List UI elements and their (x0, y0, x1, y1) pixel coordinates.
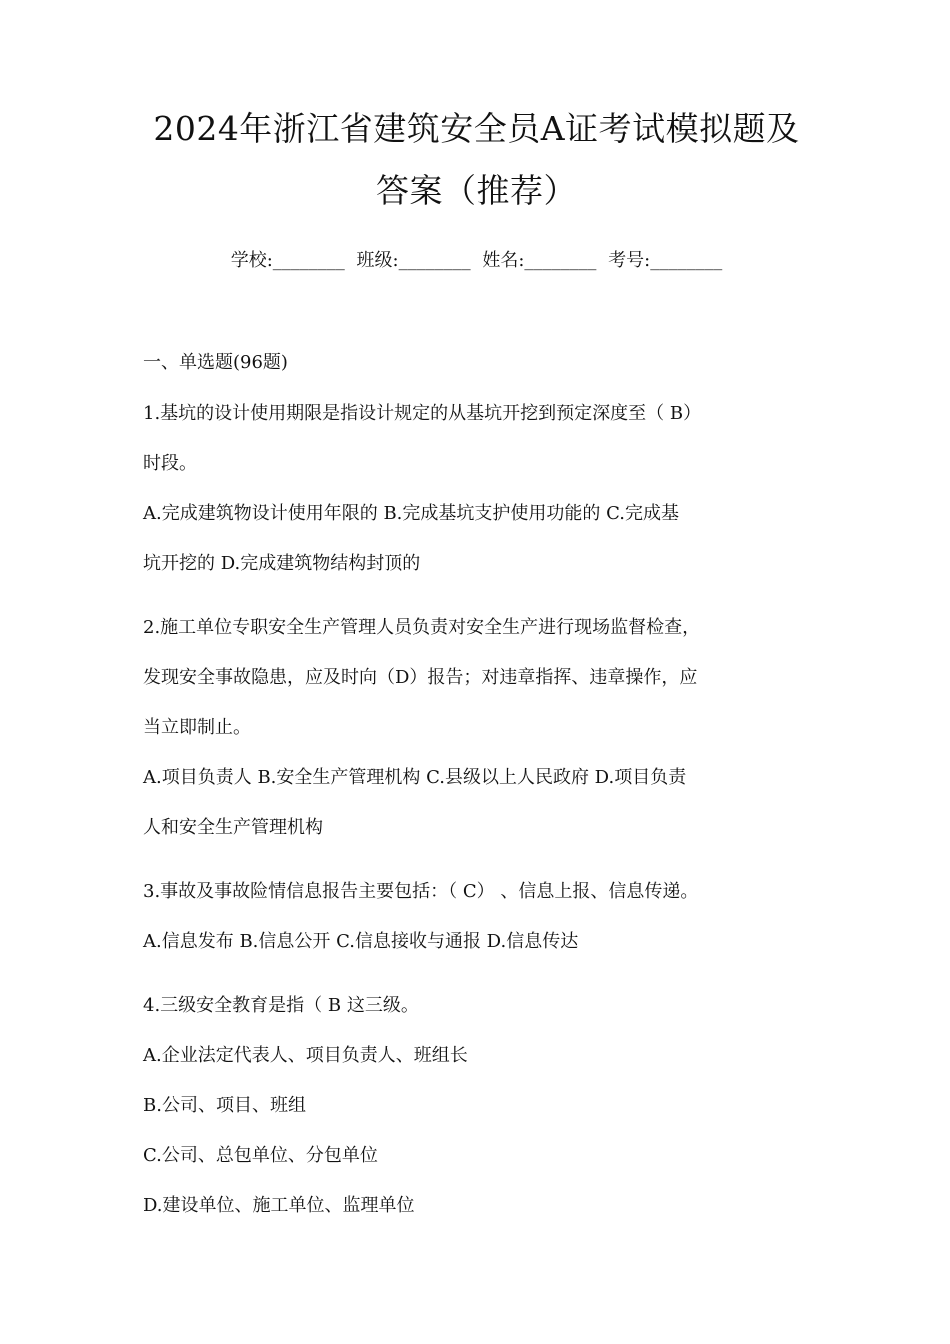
question-text-line: 3.事故及事故险情信息报告主要包括：（ C） 、信息上报、信息传递。 (143, 881, 699, 902)
document-title-line-1: 2024年浙江省建筑安全员A证考试模拟题及 (153, 109, 800, 148)
question-options-line: A.完成建筑物设计使用年限的 B.完成基坑支护使用功能的 C.完成基 (143, 503, 679, 524)
question-option: A.企业法定代表人、项目负责人、班组长 (143, 1045, 468, 1066)
class-field: 班级:________ (356, 250, 471, 271)
question-options-line: A.信息发布 B.信息公开 C.信息接收与通报 D.信息传达 (143, 931, 579, 952)
document-title (143, 98, 810, 222)
question-text-line: 2.施工单位专职安全生产管理人员负责对安全生产进行现场监督检查， (143, 617, 701, 638)
question-option: B.公司、项目、班组 (143, 1095, 306, 1116)
question-2 (143, 603, 810, 853)
question-option: C.公司、总包单位、分包单位 (143, 1145, 378, 1166)
question-gap (143, 853, 810, 867)
question-text-line: 4.三级安全教育是指（ B 这三级。 (143, 995, 419, 1016)
question-4 (143, 981, 810, 1231)
question-options-line: 坑开挖的 D.完成建筑物结构封顶的 (143, 553, 421, 574)
question-text-line: 发现安全事故隐患，应及时向（D）报告；对违章指挥、违章操作，应 (143, 667, 698, 688)
question-3 (143, 867, 810, 967)
section-heading: 一、单选题(96题) (143, 352, 288, 373)
question-text-line: 1.基坑的设计使用期限是指设计规定的从基坑开挖到预定深度至（ B） (143, 403, 702, 424)
question-options-line: 人和安全生产管理机构 (143, 817, 323, 838)
question-option: D.建设单位、施工单位、监理单位 (143, 1195, 415, 1216)
question-text-line: 时段。 (143, 453, 197, 474)
question-options-line: A.项目负责人 B.安全生产管理机构 C.县级以上人民政府 D.项目负责 (143, 767, 687, 788)
question-gap (143, 589, 810, 603)
school-field: 学校:________ (230, 250, 345, 271)
name-field: 姓名:________ (482, 250, 597, 271)
student-info-row (143, 247, 810, 275)
question-text-line: 当立即制止。 (143, 717, 251, 738)
exam-number-field: 考号:________ (608, 250, 723, 271)
question-gap (143, 967, 810, 981)
document-title-line-2: 答案（推荐） (376, 171, 577, 210)
question-1 (143, 389, 810, 589)
